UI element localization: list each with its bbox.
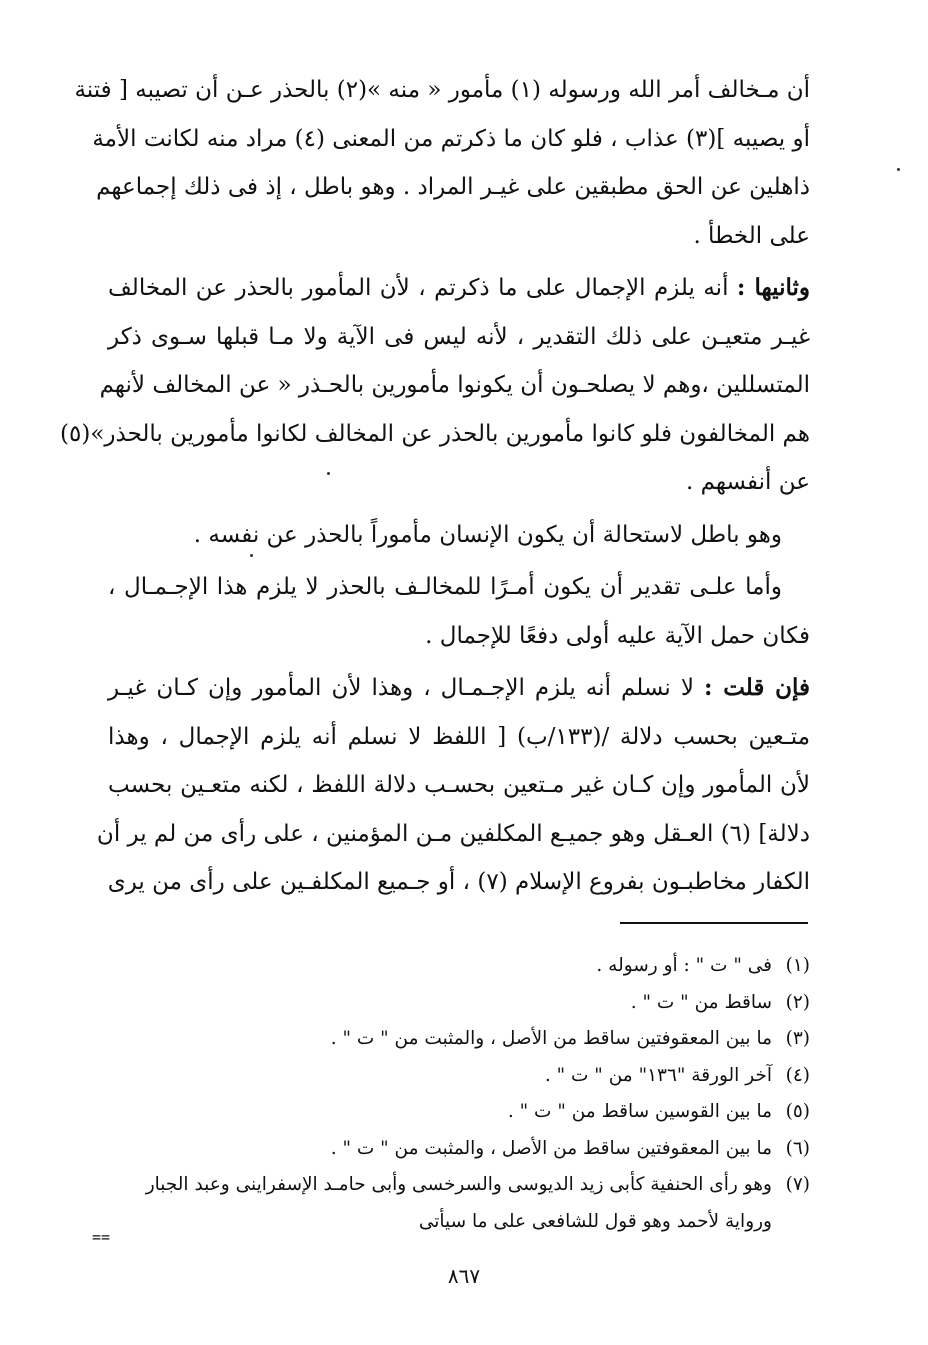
footnote-text: آخر الورقة "١٣٦" من " ت " . <box>544 1064 772 1086</box>
footnote-item <box>106 1058 810 1095</box>
footnote-number: (٣) <box>785 1028 810 1049</box>
text-line: أن مـخالف أمر الله ورسوله (١) مأمور « منه »(٢) بالحذر عـن أن تصيبه [ فتنة <box>74 77 810 103</box>
text-line: لأن المأمور وإن كـان غير مـتعين بحسـب دلالة اللفظ ، لكنه متعـين بحسب <box>108 772 810 798</box>
text-line: دلالة] (٦) العـقل وهو جميـع المكلفين مـن المؤمنين ، على رأى من لم ير أن <box>96 820 810 847</box>
scan-speck <box>897 168 900 171</box>
footnote-item <box>106 1131 810 1168</box>
text-line: فكان حمل الآية عليه أولى دفعًا للإجمال . <box>425 622 810 649</box>
footnote-number: (٥) <box>785 1101 810 1122</box>
continuation-mark: == <box>92 1228 111 1246</box>
footnote-text: ما بين المعقوفتين ساقط من الأصل ، والمثبت من " ت " . <box>330 1137 772 1159</box>
scan-speck <box>250 554 253 557</box>
footnote-item <box>106 948 810 985</box>
text-line <box>108 664 810 713</box>
page-number: ٨٦٧ <box>447 1264 481 1288</box>
text-line: وأما علـى تقدير أن يكون أمـرًا للمخالـف بالحذر لا يلزم هذا الإجـمـال ، <box>108 574 782 600</box>
footnotes <box>106 948 810 1240</box>
text-fragment: لا نسلم أنه يلزم الإجـمـال ، وهذا لأن المأمور وإن كـان غيـر <box>108 675 704 701</box>
text-line: وهو باطل لاستحالة أن يكون الإنسان مأموراً بالحذر عن نفسه . <box>193 521 782 548</box>
text-fragment: أنه يلزم الإجمال على ما ذكرتم ، لأن المأمور بالحذر عن المخالف <box>108 275 737 301</box>
footnote-number: (٤) <box>785 1064 810 1086</box>
footnote-number: (٧) <box>785 1174 810 1195</box>
paragraph-lead-second: وثانيها : <box>736 274 811 301</box>
text-line: الكفار مخاطبـون بفروع الإسلام (٧) ، أو جـميع المكلفـين على رأى من يرى <box>107 869 810 895</box>
footnote-divider <box>620 922 808 924</box>
text-line <box>108 264 810 313</box>
footnote-item <box>106 1094 810 1131</box>
footnote-text: ساقط من " ت " . <box>630 991 772 1013</box>
text-line: ذاهلين عن الحق مطبقين على غيـر المراد . وهو باطل ، إذ فى ذلك إجماعهم <box>96 174 810 200</box>
footnote-number: (٢) <box>785 991 810 1013</box>
text-line: أو يصيبه ](٣) عذاب ، فلو كان ما ذكرتم من المعنى (٤) مراد منه لكانت الأمة <box>92 125 810 152</box>
text-line: المتسللين ،وهم لا يصلحـون أن يكونوا مأمورين بالحـذر « عن المخالف لأنهم <box>99 372 810 398</box>
footnote-text: وهو رأى الحنفية كأبى زيد الديوسى والسرخسى وأبى حامـد الإسفراينى وعبد الجبار <box>145 1174 772 1195</box>
scan-speck <box>327 472 330 475</box>
footnote-item <box>106 1021 810 1058</box>
paragraph-lead-objection: فإن قلت : <box>703 674 810 701</box>
footnote-text: ما بين المعقوفتين ساقط من الأصل ، والمثبت من " ت " . <box>330 1028 772 1049</box>
text-line: عن أنفسهم . <box>685 469 810 495</box>
footnote-item <box>106 1167 810 1204</box>
footnote-text: ما بين القوسين ساقط من " ت " . <box>507 1101 772 1122</box>
text-line: هم المخالفون فلو كانوا مأمورين بالحذر عن المخالف لكانوا مأمورين بالحذر»(٥) <box>60 420 810 447</box>
text-line: متـعين بحسب دلالة /(١٣٣/ب) [ اللفظ لا نسلم أنه يلزم الإجمال ، وهذا <box>108 723 811 750</box>
main-text <box>60 66 811 907</box>
text-line: على الخطأ . <box>693 222 810 249</box>
footnote-item <box>106 985 810 1022</box>
footnote-text: فى " ت " : أو رسوله . <box>596 955 772 976</box>
footnote-number: (٦) <box>785 1137 810 1159</box>
text-line: غيـر متعيـن على ذلك التقدير ، لأنه ليس فى الآية ولا مـا قبلها سـوى ذكر <box>108 323 810 350</box>
footnote-number: (١) <box>785 955 810 976</box>
footnote-continuation: ورواية لأحمد وهو قول للشافعى على ما سيأتى <box>418 1210 772 1232</box>
